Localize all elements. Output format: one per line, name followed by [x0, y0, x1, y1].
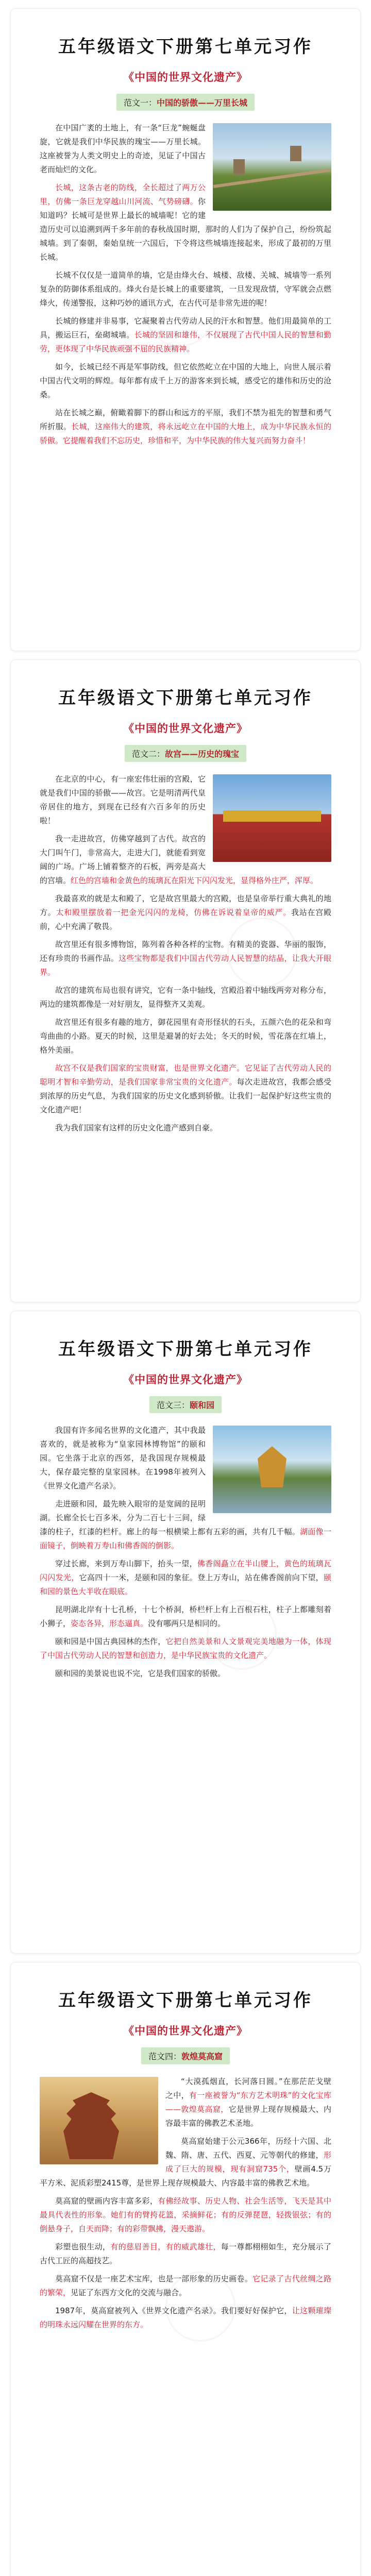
highlighted-sentence: 红色的宫墙和金黄色的琉璃瓦在阳光下闪闪发光，显得格外庄严，浑厚。 — [71, 876, 318, 885]
sentence: 没有哪两只是相同的。 — [148, 1619, 226, 1628]
watermark-icon — [165, 2272, 235, 2342]
highlighted-sentence: 它记录了古代丝绸之路的繁荣， — [40, 2274, 331, 2297]
subtitle: 《中国的世界文化遗产》 — [123, 722, 248, 735]
essay-paragraph — [40, 406, 331, 448]
highlighted-sentence: 这些宝物都是我们中国古代劳动人民智慧的结晶，让我大开眼界。 — [40, 954, 331, 977]
sentence: 1987年，莫高窟被列入《世界文化遗产名录》。我们要好好保护它， — [55, 2306, 292, 2315]
main-title: 五年级语文下册第七单元习作 — [58, 1340, 313, 1359]
subtitle: 《中国的世界文化遗产》 — [123, 71, 248, 83]
sentence: 我最喜欢的就是太和殿了，它是故宫里最大的宫殿，也是皇帝举行重大典礼的地方。 — [40, 894, 331, 917]
essay-paragraph — [40, 1667, 331, 1681]
label-prefix: 范文一： — [123, 98, 157, 108]
sentence: 每一尊都栩栩如生，充分展示了古代工匠的高超技艺。 — [40, 2242, 331, 2265]
essay-paragraph — [40, 2240, 331, 2268]
essay-label — [116, 94, 255, 111]
sentence: 长城的修建并非易事，它凝聚着古代劳动人民的汗水和智慧。他们用最简单的工具，搬运巨石，垒砌城墙。 — [40, 316, 331, 340]
essay-card — [10, 1962, 361, 2576]
watermark-icon — [227, 918, 297, 988]
highlighted-sentence: 它把自然美景和人文景观完美地融为一体， — [165, 1637, 316, 1646]
sentence: “大漠孤烟直，长河落日圆。”在那茫茫戈壁之中， — [165, 2077, 331, 2100]
sentence: 我一走进故宫，仿佛穿越到了古代。故宫的大门叫午门，非常高大，走进大门，就能看到宽阔的广场。广场上铺着整齐的石板，两旁是高大的宫墙。 — [40, 834, 206, 885]
sentence: 颐和园是中国古典园林的杰作， — [55, 1637, 166, 1646]
highlighted-sentence: 有一座被誉为“东方艺术明珠”的文化宝库——敦煌莫高窟， — [165, 2091, 331, 2114]
sentence: 每次走进故宫，我都会感受到浓厚的历史气息，为我们国家的历史文化感到骄傲。让我们一起保护好这些宝贵的文化遗产吧！ — [40, 1077, 331, 1114]
essay-paragraph — [40, 984, 331, 1011]
essay-paragraph — [40, 1557, 331, 1599]
sentence: 穿过长廊，来到万寿山脚下，抬头一望， — [55, 1559, 197, 1568]
label-title: 中国的骄傲——万里长城 — [157, 98, 248, 108]
label-prefix: 范文三： — [156, 1400, 190, 1410]
essay-card — [10, 8, 361, 651]
sentence: 我国有许多闻名世界的文化遗产，其中我最喜欢的，就是被称为“皇家园林博物馆”的颐和园。它坐落于北京的西郊，是我国现存规模最大，保存最完整的皇家园林。在1998年被列入《世界文化遗产名录》。 — [40, 1426, 206, 1490]
sentence: 彩塑也很生动， — [55, 2242, 111, 2251]
sentence: 莫高窟始建于公元366年，历经十六国、北魏、隋、唐、五代、西夏、元等朝代的修建， — [165, 2137, 331, 2160]
main-title: 五年级语文下册第七单元习作 — [58, 689, 313, 708]
sentence: 长城不仅仅是一道简单的墙，它是由烽火台、城楼、敌楼、关城、城墙等一系列复杂的防御体系组成的。烽火台是长城上的重要建筑，一旦发现敌情，守军就会点燃烽火，传递警报，这种巧妙的通讯方式，在古代可是非常先进的呢！ — [40, 270, 331, 308]
sentence: 如今，长城已经不再是军事防线，但它依然屹立在中国的大地上，向世人展示着中国古代文明的辉煌。每年都有成千上万的游客来到长城，感受它的雄伟和历史的沧桑。 — [40, 362, 331, 399]
highlighted-sentence: 让这颗璀璨的明珠永远闪耀在世界的东方。 — [40, 2306, 331, 2329]
main-title: 五年级语文下册第七单元习作 — [58, 38, 313, 57]
highlighted-sentence: 长城的坚固和雄伟，不仅展现了古代中国人民的智慧和勤劳，更体现了中华民族顽强不屈的民族精神。 — [40, 330, 331, 353]
highlighted-sentence: 颐和园的景色大半收在眼底。 — [40, 1573, 331, 1596]
sentence: 昆明湖北岸有十七孔桥，十七个桥洞，桥栏杆上有上百根石柱，柱子上都雕刻着小狮子， — [40, 1605, 331, 1628]
watermark-icon — [207, 1600, 277, 1670]
sentence: 在中国广袤的土地上，有一条“巨龙”蜿蜒盘旋，它就是我们中华民族的瑰宝——万里长城。这座被誉为人类文明史上的奇迹，见证了中国古老而灿烂的文化。 — [40, 123, 206, 174]
highlighted-sentence: 长城，这条古老的防线，全长超过了两万公里，仿佛一条巨龙穿越山川河流、气势磅礴。 — [40, 183, 206, 206]
sentence: 壁画4.5万平方米、泥质彩塑2415尊，是世界上现存规模最大、内容最丰富的佛教艺术地。 — [40, 2164, 331, 2188]
great-wall-photo — [213, 123, 331, 211]
essay-label — [141, 2047, 230, 2064]
subtitle: 《中国的世界文化遗产》 — [123, 2025, 248, 2037]
sentence: 故宫里还有很多有趣的地方，御花园里有奇形怪状的石头，五颜六色的花朵和弯弯曲曲的小路。夏天的时候，这里是避暑的好去处；冬天的时候，雪花落在红墙上，格外美丽。 — [40, 1018, 331, 1055]
essay-paragraph — [40, 1603, 331, 1631]
sentence: 你知道吗？长城可是世界上最长的城墙呢！它的建造历史可以追溯到两千多年前的春秋战国时期，那时的人们为了保护自己，纷纷筑起城墙。到了秦朝，秦始皇统一六国后，下令将这些城墙连接起来，形成了最初的万里长城。 — [40, 197, 331, 262]
highlighted-sentence: 它见证了古代劳动人民的聪明才智和辛勤劳动，是我们国家非常宝贵的文化遗产。 — [40, 1063, 331, 1087]
essay-card — [10, 1311, 361, 1954]
mogao-caves-photo — [40, 2077, 158, 2164]
essay-paragraph — [40, 1061, 331, 1117]
sentence: 它高四十一米，是颐和园的象征。登上万寿山，站在佛香阁前向下望， — [79, 1573, 324, 1582]
highlighted-sentence: 体现了中国古代劳动人民的智慧和创造力，是中华民族宝贵的文化遗产。 — [40, 1637, 331, 1660]
highlighted-sentence: 它提醒着我们不忘历史，珍惜和平，为中华民族的伟大复兴而努力奋斗！ — [63, 436, 311, 445]
essay-paragraph — [40, 1121, 331, 1135]
sentence: 故宫里还有很多博物馆，陈列着各种各样的宝物。有精美的瓷器、华丽的服饰，还有珍贵的书画作品。 — [40, 940, 331, 963]
essay-label — [125, 745, 246, 762]
label-title: 颐和园 — [190, 1400, 215, 1410]
essay-paragraph — [40, 1015, 331, 1057]
highlighted-sentence: 长城，这座伟大的建筑，将永远屹立在中国的大地上，成为中华民族永恒的骄傲。 — [40, 422, 331, 445]
sentence: 站在长城之巅，俯瞰着脚下的群山和远方的平原，我们不禁为祖先的智慧和勇气所折服。 — [40, 408, 331, 431]
highlighted-sentence: 有的慈眉善目，有的威武雄壮， — [110, 2242, 221, 2251]
highlighted-sentence: 湖面像一面镜子，倒映着万寿山和佛香阁的倒影。 — [40, 1527, 331, 1550]
sentence: 在北京的中心，有一座宏伟壮丽的宫殿，它就是我们中国的骄傲——故宫。它是明清两代皇帝居住的地方，到现在已经有六百多年的历史啦！ — [40, 774, 206, 825]
sentence: 见证了东西方文化的交流与融合。 — [71, 2288, 187, 2297]
essay-paragraph — [40, 892, 331, 934]
summer-palace-photo — [213, 1426, 331, 1513]
sentence: 它是世界上现存规模最大、内容最丰富的佛教艺术圣地。 — [165, 2105, 331, 2128]
sentence: 故宫的建筑布局也很有讲究，它有一条中轴线，宫殿沿着中轴线两旁对称分布，两边的建筑都像是一对好朋友，显得整齐又美观。 — [40, 986, 331, 1009]
forbidden-city-photo — [213, 774, 331, 862]
essay-paragraph — [40, 1635, 331, 1663]
sentence: 莫高窟的壁画内容丰富多彩， — [55, 2196, 158, 2206]
sentence: 我为我们国家有这样的历史文化遗产感到自豪。 — [55, 1123, 218, 1132]
sentence: 莫高窟不仅是一座艺术宝库，也是一部形象的历史画卷。 — [55, 2274, 253, 2283]
sentence: 走进颐和园，最先映入眼帘的是宽阔的昆明湖。长廊全长七百多米，分为二百七十三间，绿漆的柱子，红漆的栏杆。廊上的每一根横梁上都有五彩的画，共有几千幅。 — [40, 1499, 300, 1536]
essay-label — [149, 1396, 222, 1413]
essay-card — [10, 659, 361, 1302]
essay-paragraph — [40, 2194, 331, 2236]
label-prefix: 范文四： — [148, 2052, 181, 2061]
highlighted-sentence: 有佛经故事、历史人物、社会生活等， — [158, 2196, 292, 2206]
highlighted-sentence: 故宫不仅是我们国家的宝贵财富，也是世界文化遗产。 — [55, 1063, 245, 1073]
subtitle: 《中国的世界文化遗产》 — [123, 1374, 248, 1386]
sentence: 我站在宫殿前，心中充满了敬畏。 — [40, 908, 331, 931]
highlighted-sentence: 飞天是其中最具代表性的形象。她们有的臂挎花篮，采摘鲜花；有的反弹琵琶，轻拨银弦；有的倒悬身子，自天而降；有的彩带飘拂，漫天遨游。 — [40, 2196, 331, 2233]
main-title: 五年级语文下册第七单元习作 — [58, 1991, 313, 2010]
highlighted-sentence: 形成了巨大的规模，现有洞窟735个， — [165, 2150, 331, 2174]
label-title: 故宫——历史的瑰宝 — [165, 749, 240, 759]
label-title: 敦煌莫高窟 — [181, 2052, 223, 2061]
watermark-icon — [145, 277, 215, 347]
essay-paragraph — [40, 360, 331, 402]
highlighted-sentence: 佛香阁矗立在半山腰上，黄色的琉璃瓦闪闪发光， — [40, 1559, 331, 1582]
label-prefix: 范文二： — [131, 749, 165, 759]
highlighted-sentence: 姿态各异，形态逼真。 — [71, 1619, 148, 1628]
highlighted-sentence: 太和殿里摆放着一把金光闪闪的龙椅，仿佛在诉说着皇帝的威严。 — [56, 908, 291, 917]
sentence: 颐和园的美景说也说不完，它是我们国家的骄傲。 — [55, 1669, 226, 1678]
